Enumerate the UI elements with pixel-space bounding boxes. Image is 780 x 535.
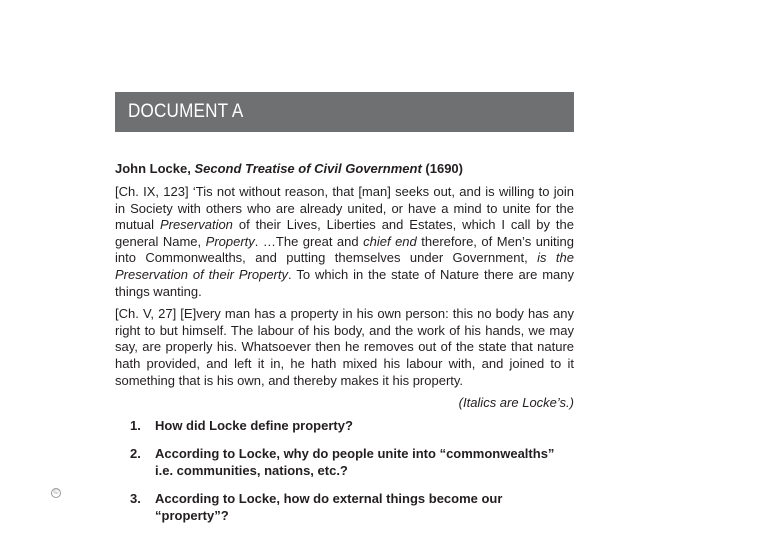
paragraph-1-run: Preservation: [159, 217, 233, 233]
paragraph-1-run: [Ch. IX, 123] ‘Tis not without reason, that [man] seeks out, and is willing to join in Society with others who are already united, or have a mind to unite for the mutual: [115, 184, 574, 233]
question-item: [130, 490, 570, 524]
paragraph-1-run: of their Lives, Liberties and Estates, which I call by the general Name,: [115, 217, 574, 249]
copyright-mark-icon: ©: [51, 488, 61, 498]
question-number: 3.: [130, 491, 141, 506]
document-banner: [115, 92, 574, 132]
source-citation: [115, 160, 574, 178]
question-item: [130, 417, 570, 434]
paragraph-1-run: chief end: [363, 233, 417, 249]
question-text: According to Locke, how do external things become our “property”?: [155, 491, 503, 523]
paragraph-1-run: . …The great and: [254, 233, 364, 249]
question-text: According to Locke, why do people unite into “commonwealths” i.e. communities, nations, etc.?: [155, 446, 555, 478]
question-text: How did Locke define property?: [155, 418, 353, 433]
paragraph-1-run: is the Preservation of their Property: [115, 250, 574, 282]
document-body: [115, 160, 574, 412]
italics-note: (Italics are Locke’s.): [458, 395, 574, 411]
question-number: 1.: [130, 418, 141, 433]
source-work: Second Treatise of Civil Government: [194, 161, 422, 176]
source-year: (1690): [421, 161, 463, 176]
excerpt-paragraph-1: [115, 184, 574, 300]
question-number: 2.: [130, 446, 141, 461]
paragraph-1-run: . To which in the state of Nature there are many things wanting.: [115, 266, 575, 299]
excerpt-paragraph-2: [Ch. V, 27] [E]very man has a property in his own person: this no body has any right to but himself. The labour of his body, and the work of his hands, we may say, are properly his. Whatsoever then he removes out of the state that nature hath provided, and left it in, he hath mixed his labour with, and joined to it something that is his own, and thereby makes it his property.: [115, 306, 574, 388]
question-list: [130, 417, 570, 535]
question-item: [130, 445, 570, 479]
paragraph-1-run: therefore, of Men’s uniting into Commonwealths, and putting themselves under Government,: [115, 233, 575, 266]
document-title: DOCUMENT A: [128, 101, 244, 122]
paragraph-1-run: Property: [205, 233, 255, 249]
source-author: John Locke,: [115, 161, 195, 176]
